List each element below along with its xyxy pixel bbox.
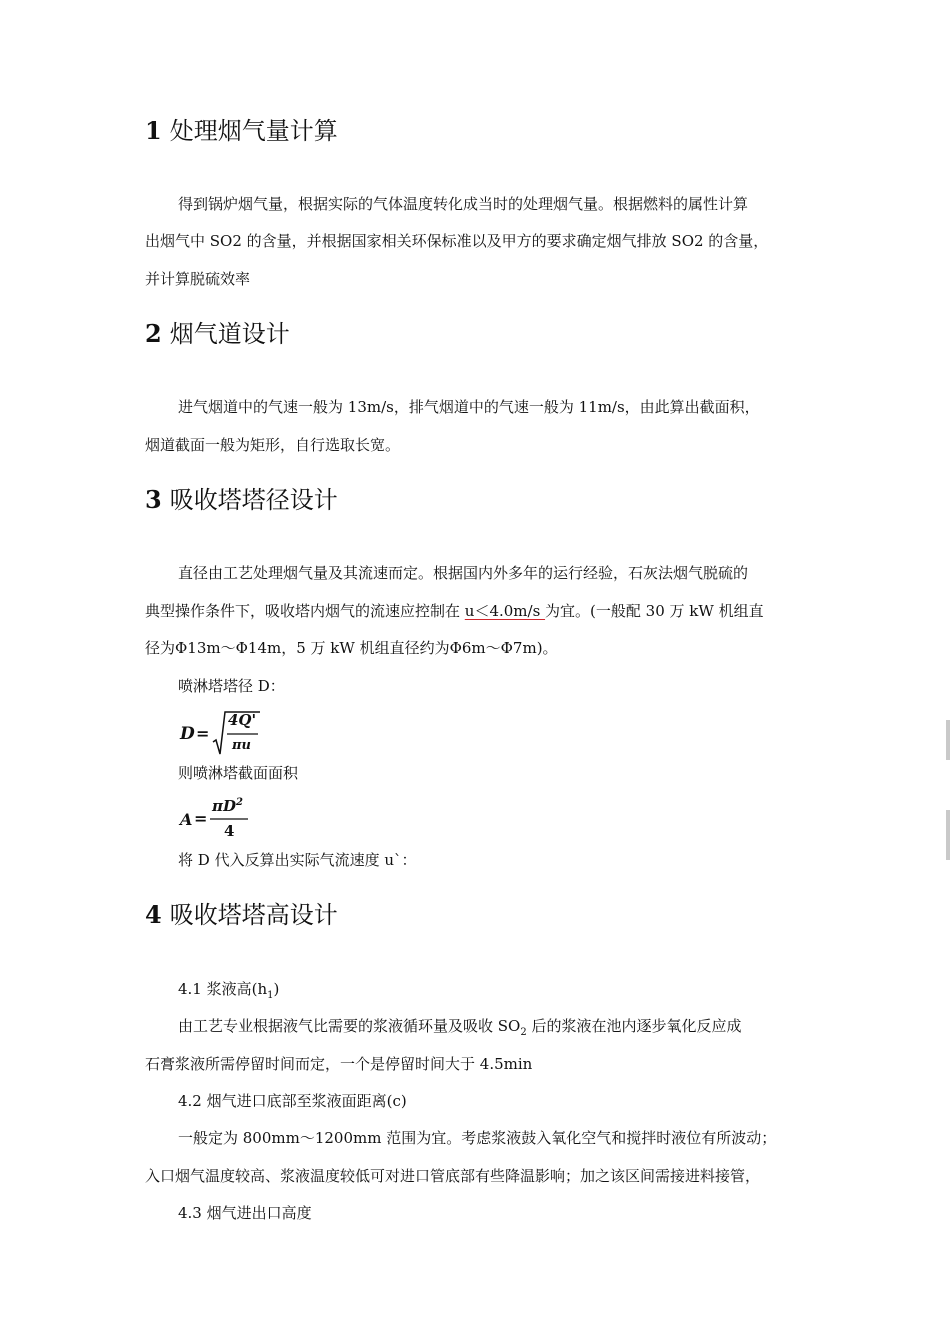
paragraph-line: 进气烟道中的气速一般为 13m/s，排气烟道中的气速一般为 11m/s，由此算出截面积，	[178, 398, 760, 416]
section-4-heading	[145, 900, 338, 930]
subsection-4-3-title: 4.3 烟气进出口高度	[178, 1204, 312, 1222]
numerator-text: πD	[212, 797, 236, 815]
subscript: 1	[267, 990, 274, 1001]
equals-sign: =	[194, 809, 208, 828]
equation-lhs: A	[180, 810, 193, 829]
section-title: 处理烟气量计算	[169, 117, 338, 145]
paragraph-line: 石膏浆液所需停留时间而定，一个是停留时间大于 4.5min	[145, 1055, 533, 1073]
area-label: 则喷淋塔截面面积	[178, 764, 299, 782]
fraction-numerator	[212, 797, 243, 815]
exponent: 2	[236, 797, 243, 808]
paragraph-line: 径为Φ13m～Φ14m，5 万 kW 机组直径约为Φ6m～Φ7m)。	[145, 639, 558, 657]
section-number: 2	[145, 319, 162, 348]
edge-mark	[946, 810, 950, 860]
section-number: 3	[145, 485, 162, 514]
subsection-4-2-title: 4.2 烟气进口底部至浆液面距离(c)	[178, 1092, 407, 1110]
text-run: 后的浆液在池内逐步氧化反应成	[526, 1017, 742, 1035]
text-run: )	[273, 980, 280, 998]
equals-sign: =	[196, 724, 210, 743]
text-run: 为宜。(一般配 30 万 kW 机组直	[545, 602, 764, 620]
section-number: 4	[145, 900, 162, 929]
section-1-heading	[145, 116, 338, 146]
paragraph-line: 烟道截面一般为矩形，自行选取长宽。	[145, 436, 401, 454]
paragraph-line: 并计算脱硫效率	[145, 270, 251, 288]
paragraph-line	[178, 1008, 843, 1052]
section-3-heading	[145, 485, 338, 515]
section-2-heading	[145, 319, 290, 349]
paragraph-line	[145, 593, 810, 631]
paragraph-line: 一般定为 800mm～1200mm 范围为宜。考虑浆液鼓入氧化空气和搅拌时液位有所波动；	[178, 1129, 777, 1147]
subscript: 2	[520, 1027, 527, 1038]
fraction-numerator: 4Q'	[228, 711, 257, 729]
paragraph-line: 出烟气中 SO2 的含量，并根据国家相关环保标准以及甲方的要求确定烟气排放 SO2 的含量，	[145, 232, 769, 250]
area-equation	[180, 794, 260, 844]
back-calculation-text: 将 D 代入反算出实际气流速度 u`：	[178, 851, 417, 869]
paragraph-line: 得到锅炉烟气量，根据实际的气体温度转化成当时的处理烟气量。根据燃料的属性计算	[178, 195, 749, 213]
equation-lhs: D	[180, 724, 195, 744]
text-run: 由工艺专业根据液气比需要的浆液循环量及吸收 SO	[178, 1017, 521, 1035]
fraction-denominator: πu	[232, 738, 251, 753]
diameter-equation	[180, 708, 270, 756]
diameter-label: 喷淋塔塔径 D：	[178, 677, 285, 695]
section-title: 吸收塔塔径设计	[169, 486, 338, 514]
section-title: 吸收塔塔高设计	[169, 901, 338, 929]
edge-mark	[946, 720, 950, 760]
paragraph-line: 入口烟气温度较高、浆液温度较低可对进口管底部有些降温影响；加之该区间需接进料接管，	[145, 1167, 761, 1185]
paragraph-line: 直径由工艺处理烟气量及其流速而定。根据国内外多年的运行经验，石灰法烟气脱硫的	[178, 564, 749, 582]
fraction-denominator: 4	[224, 822, 235, 840]
section-title: 烟气道设计	[169, 320, 290, 348]
section-number: 1	[145, 116, 162, 145]
underlined-velocity: u＜4.0m/s	[464, 602, 546, 620]
text-run: 4.1 浆液高(h	[178, 980, 268, 998]
text-run: 典型操作条件下，吸收塔内烟气的流速应控制在	[145, 602, 465, 620]
